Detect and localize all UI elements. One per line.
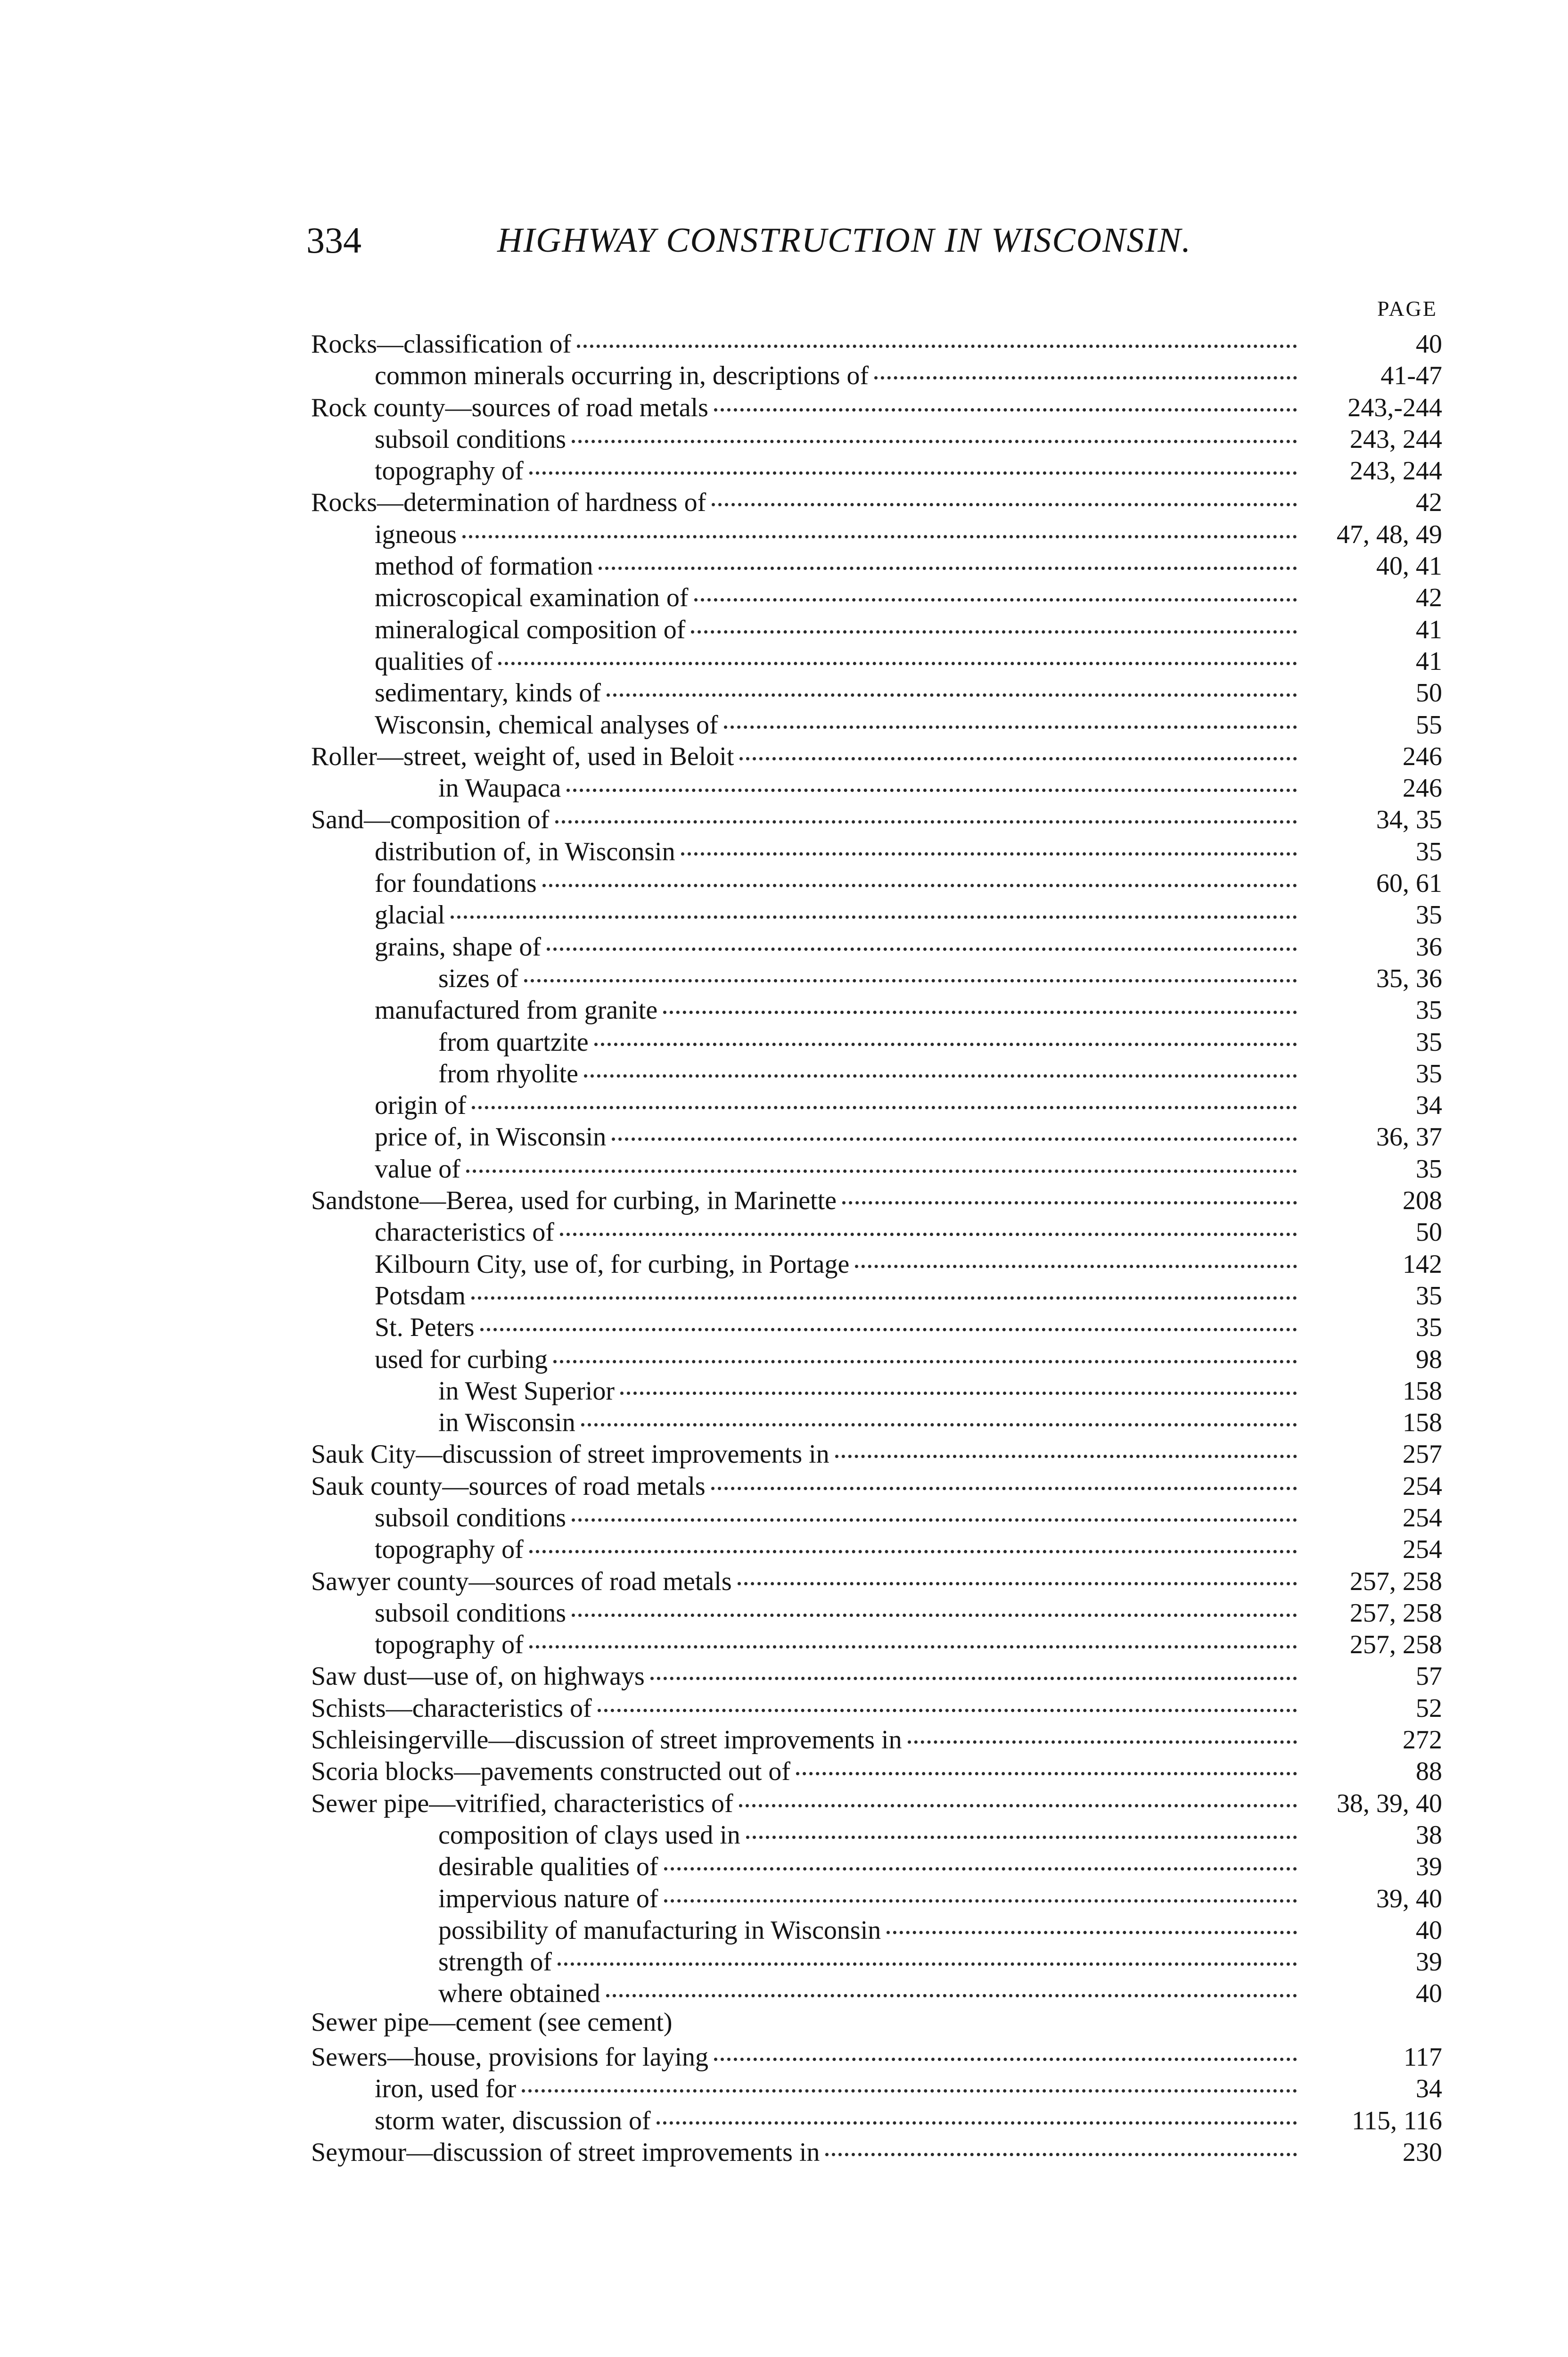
dot-leader [606,1968,1297,1997]
entry-text: igneous [375,519,457,549]
dot-leader [855,1238,1297,1268]
entry-text: origin of [375,1091,467,1121]
entry-text: Scoria blocks—pavements constructed out of [311,1757,791,1787]
entry-pages: 35 [1416,1027,1442,1057]
entry-pages: 47, 48, 49 [1337,519,1442,549]
entry-pages: 243,-244 [1347,393,1442,422]
entry-text: Wisconsin, chemical analyses of [375,710,718,740]
dot-leader [480,1302,1297,1331]
dot-leader [746,1809,1297,1839]
entry-text: Schleisingerville—discussion of street improvements in [311,1725,902,1755]
entry-text: for foundations [375,869,537,898]
entry-pages: 35 [1416,996,1442,1025]
entry-text: iron, used for [375,2074,517,2104]
entry-text: Rocks—determination of hardness of [311,488,706,518]
entry-pages: 88 [1416,1757,1442,1787]
entry-text: microscopical examination of [375,583,689,613]
entry-text: price of, in Wisconsin [375,1122,607,1152]
entry-pages: 257, 258 [1350,1566,1442,1596]
entry-pages: 50 [1416,678,1442,708]
entry-pages: 39, 40 [1376,1884,1442,1913]
page-number: 334 [306,220,361,261]
dot-leader [657,2095,1297,2125]
entry-text: from quartzite [438,1027,589,1057]
entry-pages: 60, 61 [1376,869,1442,898]
entry-pages: 34 [1416,2074,1442,2104]
dot-leader [664,1873,1297,1903]
entry-text: value of [375,1154,460,1184]
dot-leader [607,667,1297,697]
entry-pages: 34 [1416,1091,1442,1121]
entry-pages: 36, 37 [1376,1122,1442,1152]
dot-leader [584,1048,1297,1078]
dot-leader [738,1556,1297,1585]
dot-leader [599,540,1297,570]
entry-text: in Waupaca [438,774,561,803]
entry-text: Sand—composition of [311,805,550,835]
entry-pages: 40 [1416,1979,1442,2009]
dot-leader [594,1016,1297,1046]
entry-text: in West Superior [438,1376,615,1406]
entry-text: Roller—street, weight of, used in Beloit [311,742,734,771]
entry-text: method of formation [375,552,593,581]
dot-leader [529,445,1297,475]
dot-leader [620,1365,1297,1395]
dot-leader [612,1111,1297,1141]
entry-pages: 272 [1403,1725,1442,1755]
entry-text: topography of [375,1535,524,1565]
entry-text: topography of [375,456,524,486]
entry-text: used for curbing [375,1344,548,1374]
dot-leader [558,1936,1297,1966]
dot-leader [566,762,1297,792]
dot-leader [691,604,1297,634]
entry-pages: 208 [1403,1186,1442,1216]
entry-pages: 254 [1403,1535,1442,1565]
entry-pages: 41-47 [1380,361,1442,391]
entry-pages: 257, 258 [1350,1630,1442,1660]
entry-text: manufactured from granite [375,996,658,1025]
dot-leader [560,1206,1297,1236]
entry-text: Sewer pipe—cement (see cement) [311,2007,673,2037]
dot-leader [472,1080,1297,1109]
dot-leader [572,1492,1297,1522]
entry-pages: 254 [1403,1503,1442,1533]
entry-text: grains, shape of [375,932,542,962]
dot-leader [498,635,1297,665]
entry-pages: 230 [1403,2137,1442,2167]
entry-text: storm water, discussion of [375,2106,651,2135]
dot-leader [522,2063,1297,2093]
entry-pages: 115, 116 [1352,2106,1442,2135]
entry-text: possibility of manufacturing in Wisconsin [438,1915,881,1945]
dot-leader [874,350,1297,379]
entry-pages: 35 [1416,900,1442,930]
entry-text: topography of [375,1630,524,1660]
entry-pages: 246 [1403,742,1442,771]
entry-pages: 246 [1403,774,1442,803]
entry-pages: 98 [1416,1344,1442,1374]
entry-text: Sewer pipe—vitrified, characteristics of [311,1788,733,1818]
dot-leader [572,1587,1297,1617]
entry-pages: 38, 39, 40 [1337,1788,1442,1818]
entry-pages: 35 [1416,1281,1442,1310]
dot-leader [711,1460,1297,1490]
entry-pages: 39 [1416,1852,1442,1882]
entry-pages: 35 [1416,1313,1442,1343]
entry-text: Rock county—sources of road metals [311,393,708,422]
entry-text: characteristics of [375,1218,554,1247]
entry-text: Kilbourn City, use of, for curbing, in Portage [375,1249,850,1279]
entry-pages: 158 [1403,1376,1442,1406]
dot-leader [462,509,1297,538]
entry-text: Rocks—classification of [311,330,572,359]
entry-text: composition of clays used in [438,1820,740,1850]
entry-text: Sauk county—sources of road metals [311,1471,706,1501]
entry-text: qualities of [375,646,493,676]
dot-leader [466,1143,1297,1173]
entry-pages: 36 [1416,932,1442,962]
entry-pages: 40, 41 [1376,552,1442,581]
dot-leader [547,921,1297,951]
entry-pages: 35 [1416,1154,1442,1184]
entry-text: desirable qualities of [438,1852,658,1882]
entry-text: Saw dust—use of, on highways [311,1662,645,1691]
entry-text: in Wisconsin [438,1408,575,1438]
dot-leader [471,1270,1297,1300]
entry-text: distribution of, in Wisconsin [375,837,675,866]
entry-pages: 40 [1416,330,1442,359]
dot-leader [694,572,1297,602]
dot-leader [681,826,1297,856]
dot-leader [553,1334,1297,1363]
entry-pages: 50 [1416,1218,1442,1247]
dot-leader [577,318,1297,348]
dot-leader [650,1650,1297,1680]
dot-leader [542,857,1297,887]
entry-text: subsoil conditions [375,1598,566,1628]
entry-text: subsoil conditions [375,1503,566,1533]
entry-text: sedimentary, kinds of [375,678,601,708]
entry-pages: 55 [1416,710,1442,740]
page-column-label: PAGE [1377,297,1437,321]
dot-leader [451,889,1297,919]
entry-pages: 254 [1403,1471,1442,1501]
running-title: HIGHWAY CONSTRUCTION IN WISCONSIN. [497,221,1192,260]
entry-text: common minerals occurring in, descriptions of [375,361,869,391]
entry-pages: 117 [1404,2043,1442,2072]
dot-leader [887,1904,1297,1934]
entry-text: glacial [375,900,445,930]
entry-pages: 42 [1416,583,1442,613]
dot-leader [835,1428,1297,1458]
dot-leader [555,794,1297,824]
entry-pages: 34, 35 [1376,805,1442,835]
entry-text: St. Peters [375,1313,475,1343]
entry-pages: 35 [1416,837,1442,866]
entry-pages: 257 [1403,1440,1442,1469]
dot-leader [572,413,1297,443]
page-header [306,214,1296,266]
entry-text: Sauk City—discussion of street improvements in [311,1440,829,1469]
entry-text: Sawyer county—sources of road metals [311,1566,732,1596]
entry-text: from rhyolite [438,1059,579,1088]
entry-text: Potsdam [375,1281,466,1310]
entry-pages: 257, 258 [1350,1598,1442,1628]
dot-leader [524,953,1297,982]
dot-leader [598,1682,1297,1712]
entry-text: impervious nature of [438,1884,658,1913]
entry-pages: 41 [1416,646,1442,676]
entry-pages: 38 [1416,1820,1442,1850]
dot-leader [825,2126,1297,2156]
dot-leader [739,1778,1297,1807]
entry-text: mineralogical composition of [375,615,686,644]
entry-pages: 35, 36 [1376,964,1442,993]
entry-text: Schists—characteristics of [311,1693,592,1723]
entry-pages: 142 [1403,1249,1442,1279]
entry-text: strength of [438,1947,552,1977]
entry-text: Seymour—discussion of street improvements in [311,2137,820,2167]
entry-pages: 39 [1416,1947,1442,1977]
entry-text: sizes of [438,964,518,993]
entry-pages: 42 [1416,488,1442,518]
dot-leader [663,984,1297,1014]
entry-pages: 243, 244 [1350,456,1442,486]
entry-text: Sewers—house, provisions for laying [311,2043,709,2072]
entry-pages: 41 [1416,615,1442,644]
dot-leader [678,2000,1297,2026]
entry-pages: 243, 244 [1350,424,1442,454]
dot-leader [714,2031,1297,2061]
entry-text: where obtained [438,1979,600,2009]
entry-text: Sandstone—Berea, used for curbing, in Marinette [311,1186,837,1216]
dot-leader [714,382,1297,412]
dot-leader [796,1746,1297,1775]
dot-leader [581,1397,1297,1426]
entry-pages: 35 [1416,1059,1442,1088]
dot-leader [664,1841,1297,1871]
dot-leader [739,731,1297,760]
index-entries [311,323,1442,2167]
entry-pages: 52 [1416,1693,1442,1723]
dot-leader [908,1714,1297,1744]
entry-text: subsoil conditions [375,424,566,454]
entry-pages: 40 [1416,1915,1442,1945]
dot-leader [712,477,1297,506]
dot-leader [724,699,1297,729]
dot-leader [529,1524,1297,1553]
dot-leader [529,1619,1297,1648]
dot-leader [842,1175,1297,1204]
entry-pages: 57 [1416,1662,1442,1691]
entry-pages: 158 [1403,1408,1442,1438]
